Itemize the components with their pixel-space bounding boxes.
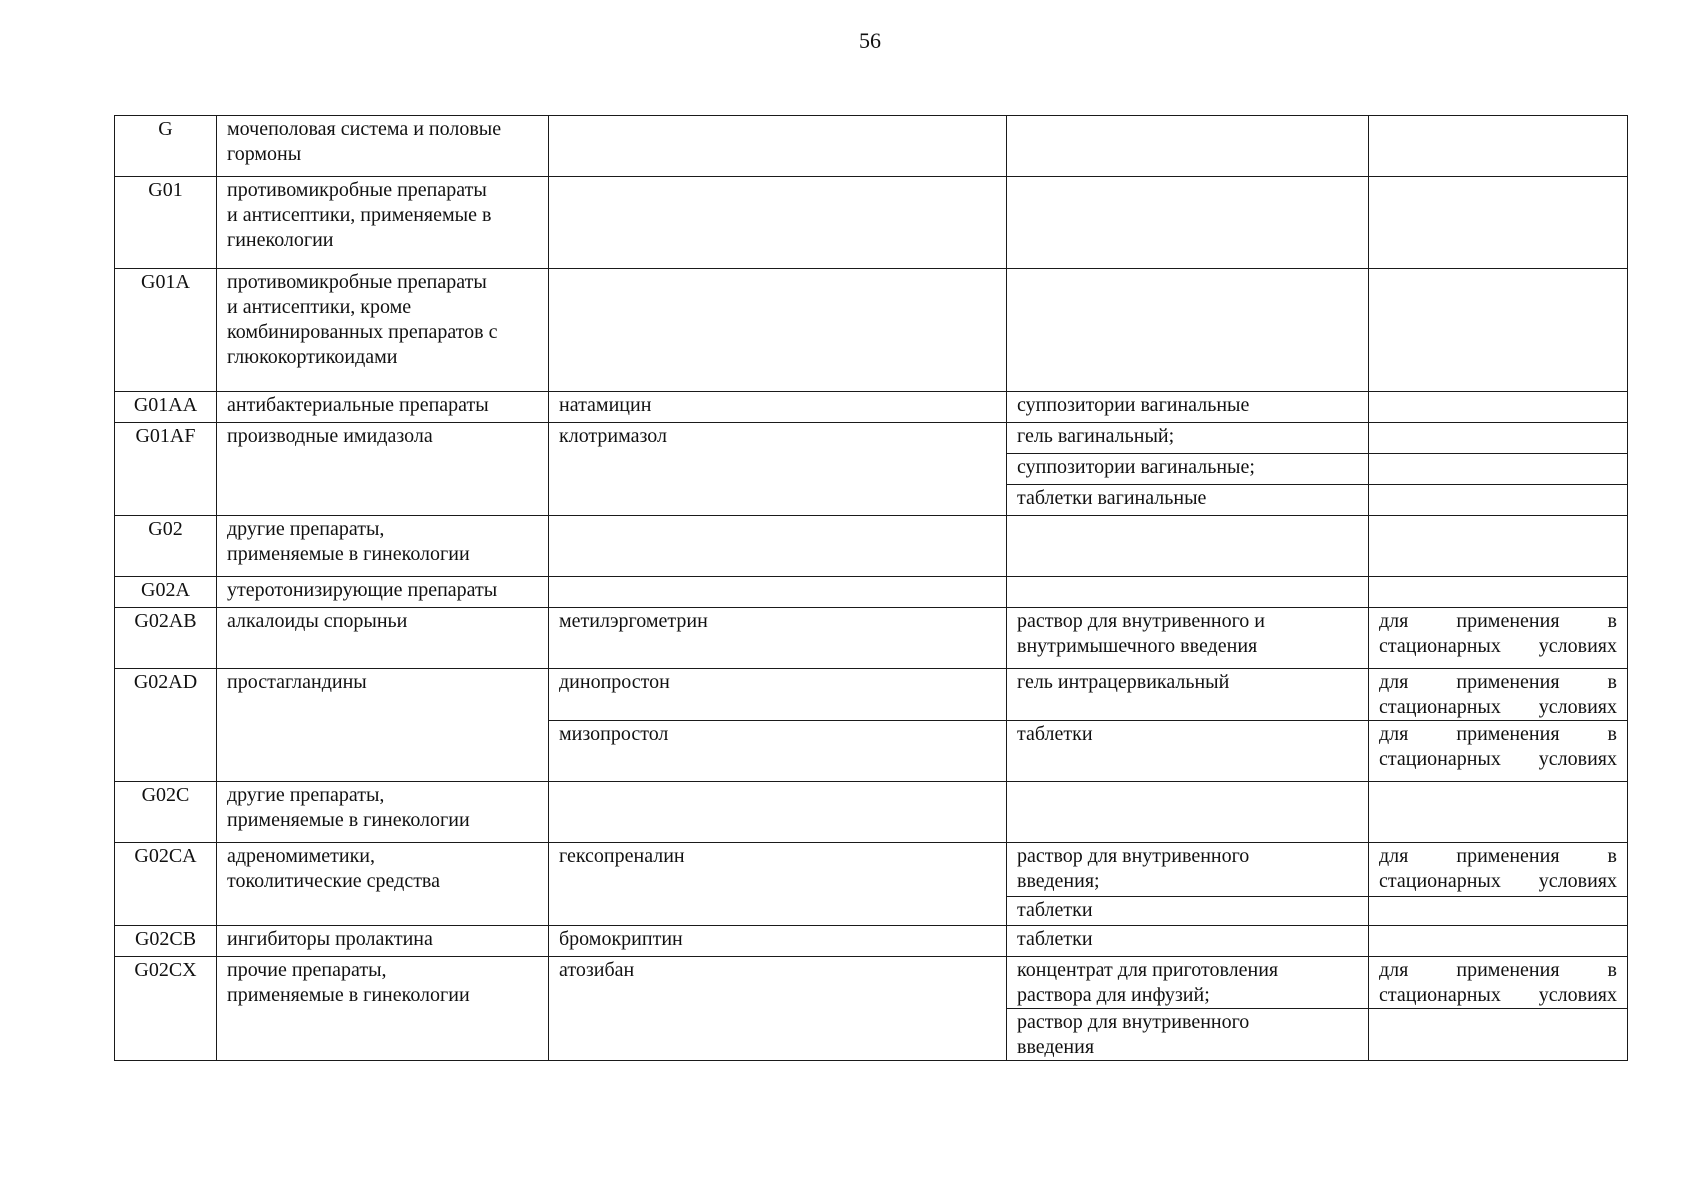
atc-code: G02C [115, 782, 217, 843]
table-row [115, 423, 1628, 454]
drug-name: натамицин [549, 392, 1007, 423]
atc-group: мочеполовая система и половые гормоны [217, 116, 549, 177]
dosage-form [1007, 177, 1369, 269]
usage-note-line: стационарных условиях [1379, 635, 1617, 657]
drug-name [549, 782, 1007, 843]
atc-code: G02CA [115, 843, 217, 926]
atc-group: адреномиметики, токолитические средства [217, 843, 549, 926]
atc-code: G02AD [115, 669, 217, 782]
table-row [115, 516, 1628, 577]
usage-note [1369, 116, 1628, 177]
dosage-form: таблетки [1007, 926, 1369, 957]
usage-note [1369, 269, 1628, 392]
dosage-form: концентрат для приготовления раствора для инфузий; [1007, 957, 1369, 1009]
atc-group: другие препараты, применяемые в гинекологии [217, 782, 549, 843]
table-row [115, 392, 1628, 423]
drug-name [549, 269, 1007, 392]
usage-note-line: для применения в [1379, 723, 1617, 745]
usage-note [1369, 454, 1628, 485]
table-row [115, 177, 1628, 269]
drug-name: динопростон [549, 669, 1007, 721]
usage-note-line: стационарных условиях [1379, 748, 1617, 770]
usage-note [1369, 423, 1628, 454]
usage-note [1369, 1009, 1628, 1061]
dosage-form: гель интрацервикальный [1007, 669, 1369, 721]
drug-name [549, 516, 1007, 577]
dosage-form: раствор для внутривенного введения; [1007, 843, 1369, 897]
drug-name [549, 116, 1007, 177]
atc-code: G02A [115, 577, 217, 608]
dosage-form [1007, 516, 1369, 577]
atc-code: G01AA [115, 392, 217, 423]
table-row [115, 957, 1628, 1009]
dosage-form: таблетки вагинальные [1007, 485, 1369, 516]
usage-note [1369, 926, 1628, 957]
atc-group: простагландины [217, 669, 549, 782]
drug-list-table [114, 115, 1628, 1061]
table-row [115, 926, 1628, 957]
usage-note-line: для применения в [1379, 610, 1617, 632]
usage-note [1369, 392, 1628, 423]
dosage-form: таблетки [1007, 721, 1369, 782]
table-row [115, 577, 1628, 608]
usage-note [1369, 577, 1628, 608]
drug-name: метилэргометрин [549, 608, 1007, 669]
usage-note [1369, 669, 1628, 721]
atc-group: антибактериальные препараты [217, 392, 549, 423]
atc-code: G02 [115, 516, 217, 577]
dosage-form [1007, 577, 1369, 608]
dosage-form: гель вагинальный; [1007, 423, 1369, 454]
atc-group: алкалоиды спорыньи [217, 608, 549, 669]
drug-name [549, 177, 1007, 269]
usage-note [1369, 721, 1628, 782]
usage-note [1369, 177, 1628, 269]
atc-group: противомикробные препараты и антисептики, кроме комбинированных препаратов с глюкокортикоидами [217, 269, 549, 392]
atc-code: G02AB [115, 608, 217, 669]
dosage-form [1007, 782, 1369, 843]
usage-note [1369, 897, 1628, 926]
table-row [115, 782, 1628, 843]
usage-note [1369, 957, 1628, 1009]
atc-code: G01 [115, 177, 217, 269]
page-number: 56 [859, 28, 881, 53]
table-row [115, 608, 1628, 669]
drug-name: бромокриптин [549, 926, 1007, 957]
drug-name [549, 577, 1007, 608]
atc-group: утеротонизирующие препараты [217, 577, 549, 608]
dosage-form [1007, 269, 1369, 392]
usage-note-line: стационарных условиях [1379, 984, 1617, 1006]
usage-note [1369, 843, 1628, 897]
atc-code: G02CX [115, 957, 217, 1061]
table-row [115, 843, 1628, 897]
drug-name: гексопреналин [549, 843, 1007, 926]
dosage-form: раствор для внутривенного и внутримышечного введения [1007, 608, 1369, 669]
table-row [115, 669, 1628, 721]
atc-code: G01A [115, 269, 217, 392]
usage-note [1369, 608, 1628, 669]
atc-group: производные имидазола [217, 423, 549, 516]
drug-name: атозибан [549, 957, 1007, 1061]
dosage-form: раствор для внутривенного введения [1007, 1009, 1369, 1061]
usage-note-line: для применения в [1379, 959, 1617, 981]
atc-group: противомикробные препараты и антисептики, применяемые в гинекологии [217, 177, 549, 269]
drug-name: клотримазол [549, 423, 1007, 516]
usage-note-line: стационарных условиях [1379, 696, 1617, 718]
atc-code: G01AF [115, 423, 217, 516]
dosage-form: таблетки [1007, 897, 1369, 926]
dosage-form [1007, 116, 1369, 177]
table-row [115, 116, 1628, 177]
usage-note-line: для применения в [1379, 671, 1617, 693]
atc-code: G02CB [115, 926, 217, 957]
atc-group: ингибиторы пролактина [217, 926, 549, 957]
usage-note [1369, 485, 1628, 516]
atc-group: прочие препараты, применяемые в гинекологии [217, 957, 549, 1061]
drug-name: мизопростол [549, 721, 1007, 782]
dosage-form: суппозитории вагинальные [1007, 392, 1369, 423]
table-row [115, 269, 1628, 392]
usage-note-line: стационарных условиях [1379, 870, 1617, 892]
atc-group: другие препараты, применяемые в гинекологии [217, 516, 549, 577]
usage-note [1369, 516, 1628, 577]
usage-note [1369, 782, 1628, 843]
usage-note-line: для применения в [1379, 845, 1617, 867]
atc-code: G [115, 116, 217, 177]
dosage-form: суппозитории вагинальные; [1007, 454, 1369, 485]
